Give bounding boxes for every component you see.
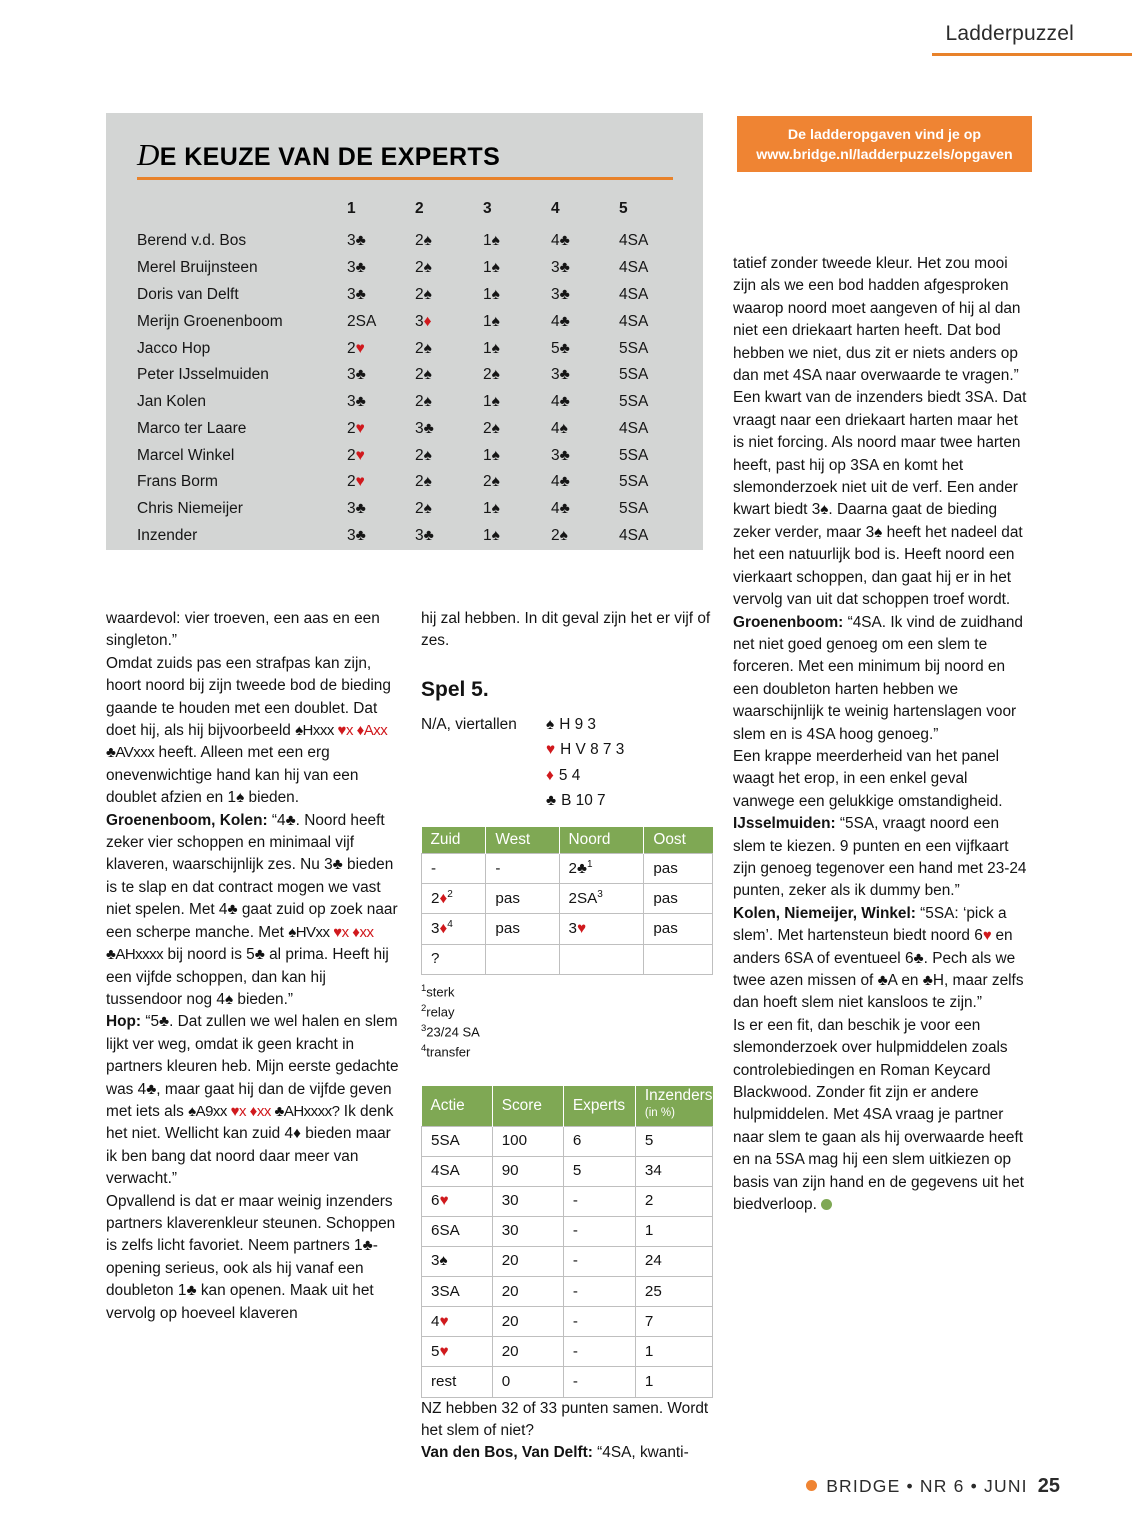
score-table-body: [422, 1126, 713, 1397]
hand-hearts: H V 8 7 3: [560, 741, 625, 759]
right-para-6-a: “5SA: ‘pick a slem’. Met hartensteun biedt noord 6: [733, 904, 1007, 945]
expert-bid-1: 3♣: [347, 500, 366, 518]
header-rule-mask: [0, 53, 932, 56]
expert-bid-1: 2♥: [347, 419, 365, 437]
expert-bid-2: 3♣: [415, 419, 434, 437]
page-header: [792, 22, 1132, 52]
score-score: 30: [492, 1216, 563, 1246]
mid-para-after-2-text: “4SA, kwanti-: [592, 1444, 689, 1462]
middle-column: [421, 608, 717, 1465]
expert-name: Doris van Delft: [137, 285, 239, 303]
table-row: [422, 1126, 713, 1156]
speaker-vandenbos-vandelft: Van den Bos, Van Delft:: [421, 1444, 593, 1462]
score-header-row: [422, 1086, 713, 1126]
callout-line-2[interactable]: www.bridge.nl/ladderpuzzels/opgaven: [756, 147, 1013, 164]
bid-noord: $2SA^3$: [559, 884, 644, 914]
expert-bid-3: 1♠: [483, 339, 500, 357]
bidding-table: [421, 827, 713, 975]
experts-col-4: 4: [551, 200, 560, 217]
expert-bid-5: 4SA: [619, 285, 649, 303]
spade-icon: ♠: [546, 716, 555, 734]
expert-bid-3: 1♠: [483, 393, 500, 411]
expert-bid-1: 3♣: [347, 259, 366, 277]
experts-col-5: 5: [619, 200, 628, 217]
bid-west: pas: [486, 914, 559, 944]
speaker-hop: Hop:: [106, 1013, 142, 1031]
experts-choices-table: [133, 200, 687, 549]
score-experts: -: [563, 1277, 635, 1307]
table-row: [133, 523, 687, 550]
score-experts: -: [563, 1186, 635, 1216]
spade-holding-3: ♠A9xx: [188, 1102, 231, 1120]
expert-name: Berend v.d. Bos: [137, 232, 247, 250]
hand-cards: [546, 712, 624, 812]
bid-oost: pas: [644, 854, 713, 884]
club-icon: ♣: [546, 791, 557, 809]
score-experts: -: [563, 1246, 635, 1276]
footer-text: BRIDGE • NR 6 • JUNI: [826, 1476, 1028, 1496]
expert-name: Chris Niemeijer: [137, 500, 243, 518]
score-actie: 6SA: [422, 1216, 493, 1246]
footnote-item: $^2$relay: [421, 1002, 455, 1020]
bidding-header-row: [422, 827, 713, 854]
bidding-col-oost: Oost: [644, 827, 713, 854]
hand-spades: H 9 3: [559, 716, 596, 734]
experts-table-header-row: [133, 200, 687, 228]
footnote-item: $^1$sterk: [421, 982, 455, 999]
heart-icon: ♥: [546, 741, 556, 759]
expert-bid-1: 3♣: [347, 232, 366, 250]
right-para-5-text: “5SA, vraagt noord een slem te kiezen. 9 punten en een vijfkaart zijn genoeg tegenover een hand met 23-24 punten, zeker als ik dummy ben.”: [733, 815, 1027, 900]
heart-holding-3: ♥x: [230, 1102, 250, 1120]
score-score: 30: [492, 1186, 563, 1216]
score-experts: -: [563, 1307, 635, 1337]
expert-bid-3: 2♠: [483, 366, 500, 384]
expert-bid-1: 2SA: [347, 312, 377, 330]
score-score: 20: [492, 1246, 563, 1276]
expert-bid-4: 3♣: [551, 366, 570, 384]
spel-heading: Spel 5.: [421, 677, 489, 701]
score-score: 100: [492, 1126, 563, 1156]
hand-clubs: B 10 7: [561, 791, 606, 809]
score-col-score: Score: [492, 1086, 563, 1126]
expert-bid-2: 2♠: [415, 393, 432, 411]
expert-bid-5: 5SA: [619, 339, 649, 357]
right-para-3: [733, 612, 1032, 746]
expert-bid-2: 2♠: [415, 473, 432, 491]
table-row: [133, 362, 687, 389]
table-row: [133, 389, 687, 416]
club-holding-3: ♣AHxxxx?: [274, 1102, 340, 1120]
mid-para-after-1: NZ hebben 32 of 33 punten samen. Wordt het slem of niet?: [421, 1399, 709, 1439]
bidding-col-zuid: Zuid: [422, 827, 486, 854]
expert-bid-3: 1♠: [483, 285, 500, 303]
expert-name: Marco ter Laare: [137, 419, 247, 437]
heart-icon-inline: ♥: [982, 927, 992, 945]
bid-west: [486, 944, 559, 974]
experts-panel: [106, 113, 703, 550]
score-col-actie: Actie: [422, 1086, 493, 1126]
experts-col-1: 1: [347, 200, 356, 217]
expert-bid-4: 4♠: [551, 419, 568, 437]
club-holding-2: ♣AHxxxx: [106, 946, 164, 964]
score-actie: 3SA: [422, 1277, 493, 1307]
expert-bid-5: 5SA: [619, 393, 649, 411]
score-inzenders: 1: [635, 1337, 712, 1367]
bid-oost: [644, 944, 713, 974]
bid-noord: [559, 944, 644, 974]
hand-diagram: [421, 712, 717, 812]
table-row: [133, 469, 687, 496]
diamond-holding-1: ♦Axx: [356, 722, 388, 740]
expert-bid-5: 4SA: [619, 312, 649, 330]
spade-holding-2: ♠HVxx: [288, 923, 334, 941]
left-para-3-b: bij noord is 5♣ al prima. Heeft hij een vijfde schoppen, dan kan hij tussendoor nog 4♠ bieden.”: [106, 946, 389, 1008]
diamond-icon: ♦: [546, 766, 554, 784]
score-score: 90: [492, 1156, 563, 1186]
bidding-table-body: [422, 854, 713, 975]
left-para-2-a: Omdat zuids pas een strafpas kan zijn, hoort noord bij zijn tweede bod de bieding gaande te houden met een doublet. Dat doet hij, als hij bijvoorbeeld: [106, 654, 391, 740]
expert-bid-2: 2♠: [415, 446, 432, 464]
score-actie: 3♠: [422, 1246, 493, 1276]
bid-oost: pas: [644, 884, 713, 914]
expert-bid-4: 3♣: [551, 285, 570, 303]
right-para-6: [733, 903, 1032, 1015]
expert-bid-4: 3♣: [551, 259, 570, 277]
left-para-3-a: “4♣. Noord heeft zeker vier schoppen en minimaal vijf klaveren, waarschijnlijk zes. Nu 3♣ bieden is te slap en dat contract mogen we vast niet spelen. Met 4♣ gaat zuid op zoek naar een scherpe manche. Met: [106, 811, 398, 941]
table-row: [422, 944, 713, 974]
expert-name: Merel Bruijnsteen: [137, 259, 258, 277]
expert-bid-4: 3♣: [551, 446, 570, 464]
score-experts: 5: [563, 1156, 635, 1186]
score-col-inzenders: [635, 1086, 712, 1126]
right-para-5: [733, 813, 1032, 903]
table-row: [133, 442, 687, 469]
table-row: [133, 228, 687, 255]
expert-bid-2: 2♠: [415, 232, 432, 250]
score-inzenders: 25: [635, 1277, 712, 1307]
score-actie: 6♥: [422, 1186, 493, 1216]
bid-zuid: ?: [422, 944, 486, 974]
expert-name: Inzender: [137, 526, 198, 544]
left-para-4-a: “5♣. Dat zullen we wel halen en slem lijkt ver weg, omdat ik geen kracht in partners kleuren heb. Mijn eerste gedachte was 4♣, maar gaat hij dan de vijfde geven met iets als: [106, 1013, 399, 1120]
bid-zuid: 3♦$^4$: [422, 914, 486, 944]
expert-bid-2: 3♦: [415, 312, 432, 330]
left-para-1: waardevol: vier troeven, een aas en een singleton.”: [106, 610, 380, 650]
right-para-6-b: en anders 6SA of eventueel 6♣. Pech als we twee azen missen of ♣A en ♣H, maar zelfs dan hoeft slem niet kansloos te zijn.”: [733, 927, 1024, 1012]
score-actie: 5SA: [422, 1126, 493, 1156]
experts-table-body: [133, 228, 687, 549]
score-score: 0: [492, 1367, 563, 1397]
table-row: [133, 335, 687, 362]
right-para-4: Een krappe meerderheid van het panel waagt het erop, in een enkel geval vanwege een gelukkige omstandigheid.: [733, 747, 1003, 810]
bid-noord: 2♣$^1$: [559, 854, 644, 884]
footer-dot-icon: [806, 1480, 817, 1491]
speaker-kolen-niemeijer-winkel: Kolen, Niemeijer, Winkel:: [733, 904, 916, 922]
expert-bid-5: 4SA: [619, 419, 649, 437]
expert-bid-5: 4SA: [619, 232, 649, 250]
expert-bid-1: 2♥: [347, 473, 365, 491]
expert-bid-2: 3♣: [415, 526, 434, 544]
table-row: [422, 1156, 713, 1186]
footnote-item: $^4$transfer: [421, 1042, 471, 1060]
expert-bid-3: 1♠: [483, 446, 500, 464]
expert-bid-1: 3♣: [347, 393, 366, 411]
score-col-inzenders-line1: Inzenders: [644, 1086, 713, 1104]
left-para-2-b: heeft. Alleen met een erg onevenwichtige hand kan hij van een doublet afzien en 1♠ bieden.: [106, 744, 359, 807]
table-row: [422, 1186, 713, 1216]
score-inzenders: 5: [635, 1126, 712, 1156]
expert-bid-4: 2♠: [551, 526, 568, 544]
speaker-ijsselmuiden: IJsselmuiden:: [733, 815, 836, 833]
table-row: [133, 255, 687, 282]
title-dropcap: D: [137, 137, 160, 172]
mid-para-after-2: [421, 1442, 717, 1464]
expert-bid-3: 2♠: [483, 419, 500, 437]
expert-bid-4: 4♣: [551, 312, 570, 330]
expert-bid-1: 2♥: [347, 446, 365, 464]
end-of-article-mark: [821, 1199, 832, 1210]
bidding-col-west: West: [486, 827, 559, 854]
hand-diamonds-row: [546, 763, 624, 788]
ladderopgaven-callout[interactable]: [737, 116, 1032, 172]
bid-zuid: -: [422, 854, 486, 884]
diamond-holding-3: ♦xx: [249, 1102, 275, 1120]
expert-bid-4: 4♣: [551, 393, 570, 411]
expert-bid-4: 5♣: [551, 339, 570, 357]
left-text-column: [106, 608, 402, 1325]
experts-col-3: 3: [483, 200, 492, 217]
experts-title-rule: [137, 177, 673, 180]
expert-bid-1: 3♣: [347, 285, 366, 303]
table-row: [422, 884, 713, 914]
bid-zuid: 2♦$^2$: [422, 884, 486, 914]
table-row: [422, 1367, 713, 1397]
expert-bid-1: 3♣: [347, 526, 366, 544]
score-inzenders: 7: [635, 1307, 712, 1337]
score-actie: 5♥: [422, 1337, 493, 1367]
left-para-5: Opvallend is dat er maar weinig inzenders partners klaverenkleur steunen. Schoppen is zelfs licht favoriet. Neem partners 1♣-opening serieus, ook als hij vanaf een doubleton 1♣ kan openen. Maak uit het vervolg op hoeveel klaveren: [106, 1192, 396, 1322]
expert-bid-5: 5SA: [619, 446, 649, 464]
table-row: [133, 496, 687, 523]
expert-bid-5: 4SA: [619, 526, 649, 544]
page-title: Ladderpuzzel: [945, 22, 1074, 45]
score-inzenders: 1: [635, 1216, 712, 1246]
expert-bid-3: 2♠: [483, 473, 500, 491]
hand-meta: N/A, viertallen: [421, 716, 517, 734]
bid-west: pas: [486, 884, 559, 914]
callout-line-1: De ladderopgaven vind je op: [787, 127, 982, 143]
title-rest: E KEUZE VAN DE EXPERTS: [159, 143, 501, 171]
expert-bid-2: 2♠: [415, 339, 432, 357]
heart-holding-2: ♥x: [333, 923, 353, 941]
speaker-groenenboom: Groenenboom:: [733, 613, 844, 631]
bidding-footnotes: [421, 982, 717, 1062]
table-row: [422, 1277, 713, 1307]
right-para-7-text: Is er een fit, dan beschik je voor een slemonderzoek over hulpmiddelen zoals controlebiedingen en Roman Keycard Blackwood. Zonder fit zijn er andere hulpmiddelen. Met 4SA vraag je partner naar slem te gaan als hij overwaarde heeft en na 5SA mag hij een slem uitkiezen op basis van zijn hand en de gegevens uit het biedverloop.: [733, 1016, 1024, 1214]
expert-bid-2: 2♠: [415, 259, 432, 277]
table-row: [422, 1246, 713, 1276]
expert-bid-4: 4♣: [551, 500, 570, 518]
expert-bid-1: 2♥: [347, 339, 365, 357]
score-inzenders: 24: [635, 1246, 712, 1276]
page-footer: [0, 1475, 1132, 1498]
experts-col-2: 2: [415, 200, 424, 217]
right-para-7: [733, 1015, 1032, 1217]
left-para-4-b: Ik denk het niet. Wellicht kan zuid 4♦ bieden maar ik ben bang dat noord daar meer van verwacht.”: [106, 1102, 394, 1188]
score-experts: -: [563, 1216, 635, 1246]
expert-bid-5: 4SA: [619, 259, 649, 277]
score-table: [421, 1086, 713, 1398]
right-para-1: tatief zonder tweede kleur. Het zou mooi zijn als we een bod hadden afgesproken waarop noord moet aangeven of hij al dan niet een driekaart harten heeft. Dat bod hebben we niet, dus zit er niets anders op dan met 4SA naar overwaarde te vragen.”: [733, 255, 1021, 385]
table-row: [422, 854, 713, 884]
left-para-4: [106, 1011, 402, 1190]
score-experts: 6: [563, 1126, 635, 1156]
bidding-col-noord: Noord: [559, 827, 644, 854]
expert-bid-2: 2♠: [415, 500, 432, 518]
expert-name: Merijn Groenenboom: [137, 312, 283, 330]
expert-bid-2: 2♠: [415, 366, 432, 384]
right-para-3-text: “4SA. Ik vind de zuidhand net niet goed genoeg om een slem te forceren. Met een minimum bij noord en een doubleton harten hebben we waarschijnlijk te weinig hartenslagen voor slem en is 4SA hoog genoeg.”: [733, 613, 1023, 743]
expert-bid-5: 5SA: [619, 366, 649, 384]
score-score: 20: [492, 1337, 563, 1367]
score-experts: -: [563, 1337, 635, 1367]
expert-bid-2: 2♠: [415, 285, 432, 303]
expert-bid-1: 3♣: [347, 366, 366, 384]
expert-bid-3: 1♠: [483, 500, 500, 518]
bid-oost: pas: [644, 914, 713, 944]
score-score: 20: [492, 1277, 563, 1307]
score-inzenders: 2: [635, 1186, 712, 1216]
hand-spades-row: [546, 712, 624, 737]
experts-col-name: [133, 200, 347, 228]
score-actie: 4SA: [422, 1156, 493, 1186]
page-number: 25: [1037, 1475, 1060, 1497]
heart-holding-1: ♥x: [337, 722, 357, 740]
expert-name: Marcel Winkel: [137, 446, 235, 464]
score-actie: rest: [422, 1367, 493, 1397]
mid-para-1: hij zal hebben. In dit geval zijn het er vijf of zes.: [421, 610, 711, 650]
score-col-experts: Experts: [563, 1086, 635, 1126]
table-row: [422, 1216, 713, 1246]
expert-name: Jan Kolen: [137, 393, 206, 411]
bid-west: -: [486, 854, 559, 884]
expert-bid-3: 1♠: [483, 526, 500, 544]
expert-name: Frans Borm: [137, 473, 218, 491]
expert-bid-4: 4♣: [551, 473, 570, 491]
expert-name: Jacco Hop: [137, 339, 211, 357]
hand-diamonds: 5 4: [558, 766, 581, 784]
left-para-3: [106, 810, 402, 1012]
expert-bid-3: 1♠: [483, 232, 500, 250]
club-holding-1: ♣AVxxx: [106, 744, 155, 762]
table-row: [422, 914, 713, 944]
expert-bid-5: 5SA: [619, 473, 649, 491]
score-actie: 4♥: [422, 1307, 493, 1337]
speaker-groenenboom-kolen: Groenenboom, Kolen:: [106, 811, 268, 829]
hand-clubs-row: [546, 788, 624, 813]
expert-name: Peter IJsselmuiden: [137, 366, 269, 384]
right-text-column: [733, 253, 1032, 1216]
score-experts: -: [563, 1367, 635, 1397]
table-row: [133, 308, 687, 335]
score-inzenders: 1: [635, 1367, 712, 1397]
expert-bid-5: 5SA: [619, 500, 649, 518]
table-row: [422, 1337, 713, 1367]
bid-noord: 3♥: [559, 914, 644, 944]
footnote-item: $^3$23/24 SA: [421, 1022, 480, 1040]
hand-hearts-row: [546, 737, 624, 762]
expert-bid-3: 1♠: [483, 312, 500, 330]
score-inzenders: 34: [635, 1156, 712, 1186]
expert-bid-4: 4♣: [551, 232, 570, 250]
score-col-inzenders-line2: (in %): [644, 1107, 675, 1120]
left-para-2: [106, 653, 402, 810]
table-row: [422, 1307, 713, 1337]
score-score: 20: [492, 1307, 563, 1337]
spade-holding-1: ♠Hxxx: [295, 722, 338, 740]
diamond-holding-2: ♦xx: [352, 923, 374, 941]
right-para-2: Een kwart van de inzenders biedt 3SA. Dat vraagt naar een driekaart harten maar het is niet forcing. Als noord maar twee harten heeft, past hij op 3SA en komt het slemonderzoek niet uit de verf. Een ander kwart biedt 3♠. Daarna gaat de bieding zeker verder, maar 3♠ heeft het nadeel dat het een natuurlijk bod is. Heeft noord een vierkaart schoppen, dan gaat hij er in het vervolg van uit dat schoppen troef wordt.: [733, 389, 1027, 609]
table-row: [133, 282, 687, 309]
experts-panel-title: [137, 137, 500, 173]
expert-bid-3: 1♠: [483, 259, 500, 277]
table-row: [133, 415, 687, 442]
